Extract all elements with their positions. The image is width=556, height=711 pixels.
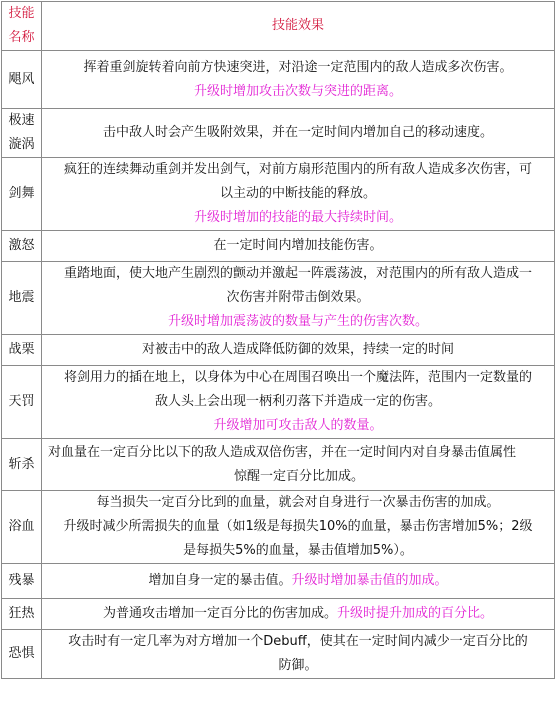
skill-name-cell	[2, 51, 42, 109]
skill-name-text: 激怒	[8, 238, 35, 253]
skill-upgrade-text: 升级时增加暴击值的加成。	[291, 573, 448, 588]
skill-effect-text: 攻击时有一定几率为对方增加一个Debuff，使其在一定时间内减少一定百分比的	[68, 634, 528, 649]
table-row	[2, 109, 555, 158]
skill-name-cell	[2, 564, 42, 599]
skill-effect-cell	[42, 366, 555, 439]
skill-effect-text: 将剑用力的插在地上，以身体为中心在周围召唤出一个魔法阵，范围内一定数量的	[63, 370, 532, 385]
skill-effect-cell	[42, 262, 555, 335]
table-row	[2, 51, 555, 109]
skill-name-text: 狂热	[8, 606, 35, 621]
header-skill-effect: 技能效果	[42, 2, 555, 51]
skill-effect-cell	[42, 109, 555, 158]
skill-name-text: 残暴	[8, 573, 35, 588]
skill-name-cell	[2, 366, 42, 439]
table-row	[2, 366, 555, 439]
skill-effect-cell	[42, 231, 555, 262]
skill-name-text: 天罚	[8, 394, 35, 409]
skill-effect-text: 在一定时间内增加技能伤害。	[213, 238, 383, 253]
table-row	[2, 630, 555, 679]
skill-name-cell	[2, 262, 42, 335]
table-row	[2, 491, 555, 564]
table-row	[2, 335, 555, 366]
skill-effect-text: 增加自身一定的暴击值。	[148, 573, 292, 588]
skill-upgrade-text: 升级时提升加成的百分比。	[337, 606, 494, 621]
header-skill-name	[2, 2, 42, 51]
skill-name-cell	[2, 158, 42, 231]
skill-upgrade-text: 升级时增加攻击次数与突进的距离。	[193, 83, 402, 99]
table-row	[2, 262, 555, 335]
skill-upgrade-text: 升级时增加震荡波的数量与产生的伤害次数。	[167, 314, 428, 329]
skill-effect-cell	[42, 158, 555, 231]
table-header-row	[2, 2, 555, 51]
skill-upgrade-text: 升级时增加的技能的最大持续时间。	[193, 210, 402, 225]
skill-effect-text: 防御。	[278, 658, 318, 673]
skill-name-text: 漩涡	[8, 137, 35, 152]
table-row	[2, 564, 555, 599]
skill-name-cell	[2, 439, 42, 491]
skill-name-text: 浴血	[8, 519, 35, 534]
skill-effect-cell	[42, 439, 555, 491]
header-name-line: 技能	[8, 6, 35, 21]
table-row	[2, 231, 555, 262]
skill-effect-text: 为普通攻击增加一定百分比的伤害加成。	[102, 606, 337, 621]
skill-effect-cell	[42, 599, 555, 630]
skill-name-text: 剑舞	[8, 186, 35, 201]
skill-name-text: 恐惧	[8, 646, 35, 661]
skill-effect-cell	[42, 630, 555, 679]
skill-name-cell	[2, 231, 42, 262]
skill-name-cell	[2, 109, 42, 158]
skill-name-text: 飓风	[8, 71, 35, 87]
skill-effect-text: 每当损失一定百分比到的血量，就会对自身进行一次暴击伤害的加成。	[96, 495, 500, 510]
skill-name-cell	[2, 491, 42, 564]
skill-name-cell	[2, 335, 42, 366]
skill-effect-text: 对血量在一定百分比以下的敌人造成双倍伤害，并在一定时间内对自身暴击值属性	[48, 444, 517, 460]
skill-name-text: 斩杀	[8, 456, 35, 472]
skill-table-body	[2, 2, 555, 679]
table-row	[2, 599, 555, 630]
skill-effect-cell	[42, 491, 555, 564]
skill-table	[1, 1, 555, 679]
skill-effect-text: 次伤害并附带击倒效果。	[226, 290, 370, 305]
skill-effect-text: 疯狂的连续舞动重剑并发出剑气，对前方扇形范围内的所有敌人造成多次伤害，可	[63, 162, 532, 177]
skill-effect-text: 重踏地面，使大地产生剧烈的颤动并激起一阵震荡波，对范围内的所有敌人造成一	[63, 266, 532, 281]
table-row	[2, 439, 555, 491]
skill-effect-text: 挥着重剑旋转着向前方快速突进，对沿途一定范围内的敌人造成多次伤害。	[83, 59, 513, 75]
skill-name-text: 战栗	[8, 342, 35, 357]
skill-effect-text: 惊醒一定百分比加成。	[233, 468, 364, 484]
table-row	[2, 158, 555, 231]
skill-effect-text: 升级时减少所需损失的血量（如1级是每损失10%的血量，暴击伤害增加5%；2级	[63, 519, 533, 534]
skill-effect-cell	[42, 564, 555, 599]
skill-effect-text: 敌人头上会出现一柄利刃落下并造成一定的伤害。	[154, 394, 441, 409]
skill-effect-text: 对被击中的敌人造成降低防御的效果，持续一定的时间	[141, 342, 454, 357]
skill-name-text: 地震	[8, 290, 35, 305]
skill-effect-text: 以主动的中断技能的释放。	[219, 186, 376, 201]
skill-effect-text: 是每损失5%的血量，暴击值增加5%）。	[183, 543, 413, 558]
skill-name-cell	[2, 599, 42, 630]
skill-effect-cell	[42, 51, 555, 109]
skill-name-cell	[2, 630, 42, 679]
skill-name-text: 极速	[8, 113, 35, 128]
skill-upgrade-text: 升级增加可攻击敌人的数量。	[213, 418, 383, 433]
skill-effect-cell	[42, 335, 555, 366]
header-name-line: 名称	[8, 30, 35, 45]
skill-effect-text: 击中敌人时会产生吸附效果，并在一定时间内增加自己的移动速度。	[102, 125, 493, 140]
